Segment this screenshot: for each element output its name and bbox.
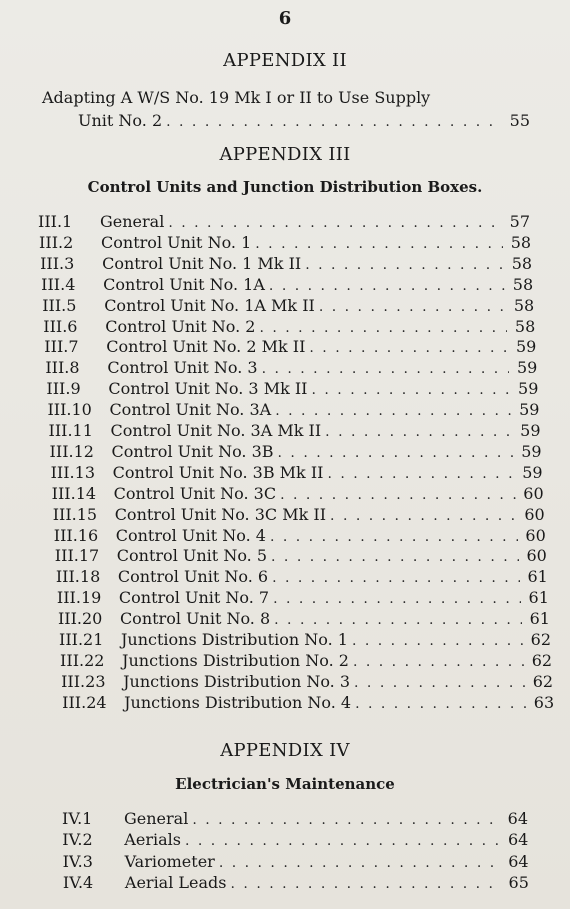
toc-entry-page: 62 <box>531 650 553 670</box>
leader-dots <box>262 361 510 377</box>
toc-entry-page: 64 <box>507 809 528 828</box>
leader-dots <box>192 812 500 828</box>
toc-entry <box>62 830 528 850</box>
toc-entry-number: III.22 <box>60 650 105 670</box>
toc-entry-number: III.12 <box>49 441 94 461</box>
toc-entry <box>43 317 535 337</box>
leader-dots <box>309 340 508 356</box>
toc-entry-page: 59 <box>516 358 538 378</box>
leader-dots <box>327 466 514 482</box>
leader-dots <box>271 549 519 565</box>
toc-entry-title: Variometer <box>124 851 215 871</box>
toc-entry-title: Control Unit No. 4 <box>115 525 266 545</box>
toc-entry-number: III.4 <box>41 274 76 294</box>
toc-entry-number: III.18 <box>55 567 101 587</box>
toc-entry-title: Control Unit No. 5 <box>116 546 268 566</box>
leader-dots <box>355 696 526 712</box>
toc-entry <box>41 275 533 295</box>
appendix-ii-page: 55 <box>509 111 530 130</box>
toc-entry-title: Control Unit No. 3A Mk II <box>110 421 322 440</box>
toc-entry <box>46 379 538 399</box>
toc-entry-page: 59 <box>522 462 543 482</box>
toc-entry <box>42 296 534 316</box>
toc-entry-page: 60 <box>525 525 546 545</box>
appendix-ii-entry-line2-row <box>78 111 530 131</box>
toc-entry-number: III.10 <box>47 400 92 420</box>
appendix-ii-heading: APPENDIX II <box>223 50 347 71</box>
toc-entry <box>40 254 532 274</box>
toc-entry-page: 59 <box>519 400 540 420</box>
leader-dots <box>269 278 505 294</box>
toc-entry-number: IV.2 <box>62 830 93 850</box>
toc-entry-number: IV.1 <box>62 809 93 828</box>
toc-entry-title: General <box>100 212 165 231</box>
toc-entry <box>39 233 531 253</box>
toc-entry-number: III.2 <box>39 232 74 252</box>
toc-entry-page: 58 <box>511 253 533 273</box>
toc-entry-title: Junctions Distribution No. 1 <box>121 630 348 649</box>
toc-entry-page: 63 <box>533 692 555 712</box>
leader-dots <box>259 320 507 336</box>
toc-entry-page: 59 <box>520 421 541 440</box>
appendix-iv-heading: APPENDIX IV <box>220 740 350 761</box>
toc-entry-title: Control Unit No. 3B Mk II <box>112 462 324 482</box>
toc-entry-page: 57 <box>509 212 530 231</box>
toc-entry-number: III.15 <box>52 504 98 524</box>
toc-entry-page: 58 <box>514 316 536 336</box>
toc-entry-page: 59 <box>515 337 537 357</box>
toc-entry-title: Aerials <box>124 830 181 850</box>
toc-entry-number: III.6 <box>43 316 78 336</box>
appendix-ii-entry <box>42 88 430 107</box>
toc-entry-title: Junctions Distribution No. 2 <box>122 650 349 670</box>
toc-entry-title: Junctions Distribution No. 3 <box>123 671 351 691</box>
toc-entry <box>56 567 548 587</box>
toc-entry <box>44 337 536 357</box>
toc-entry <box>38 212 530 232</box>
leader-dots <box>231 876 501 892</box>
toc-entry <box>62 693 554 713</box>
page-number: 6 <box>278 8 292 29</box>
leader-dots <box>185 833 500 849</box>
toc-entry-title: Control Unit No. 3C Mk II <box>114 504 327 524</box>
toc-entry-number: III.14 <box>51 483 97 503</box>
leader-dots <box>278 445 514 461</box>
toc-entry-number: III.11 <box>48 421 93 440</box>
toc-entry-title: Control Unit No. 3 <box>107 358 258 378</box>
toc-entry-number: III.9 <box>46 379 81 399</box>
leader-dots <box>273 591 521 607</box>
toc-entry-page: 60 <box>523 483 544 503</box>
leader-dots <box>274 612 522 628</box>
leader-dots <box>255 236 503 252</box>
toc-entry <box>63 873 529 893</box>
toc-entry-title: Control Unit No. 3A <box>109 400 272 420</box>
toc-entry <box>55 546 547 566</box>
toc-entry-number: III.19 <box>56 588 102 608</box>
toc-entry-title: Control Unit No. 2 <box>105 316 256 336</box>
leader-dots <box>272 570 520 586</box>
toc-entry-number: III.16 <box>53 525 99 545</box>
toc-entry-number: III.3 <box>40 253 75 273</box>
toc-entry <box>57 588 549 608</box>
toc-entry-page: 60 <box>524 504 545 524</box>
toc-entry-page: 58 <box>512 274 534 294</box>
toc-entry-page: 65 <box>508 872 529 892</box>
toc-entry-number: III.5 <box>42 295 77 315</box>
toc-entry <box>49 421 541 441</box>
toc-entry <box>50 442 542 462</box>
toc-entry-number: IV.3 <box>62 851 93 871</box>
toc-entry-title: Control Unit No. 2 Mk II <box>106 337 306 357</box>
toc-entry <box>58 609 550 629</box>
toc-entry-title: Control Unit No. 1A <box>103 274 265 294</box>
appendix-ii-entry-line2: Unit No. 2 <box>78 111 163 130</box>
toc-entry-title: Control Unit No. 8 <box>119 609 271 629</box>
toc-entry <box>61 672 553 692</box>
toc-entry <box>47 400 539 420</box>
toc-entry-page: 64 <box>508 851 529 871</box>
toc-entry-page: 61 <box>527 567 548 587</box>
toc-entry-number: III.7 <box>44 337 79 357</box>
leader-dots <box>312 382 511 398</box>
leader-dots <box>219 855 501 871</box>
appendix-ii-entry-line1: Adapting A W/S No. 19 Mk I or II to Use Supply <box>42 88 431 107</box>
leader-dots <box>325 424 512 440</box>
toc-entry-title: Control Unit No. 3C <box>113 483 277 503</box>
toc-entry-page: 59 <box>518 379 539 399</box>
toc-entry <box>45 358 537 378</box>
toc-entry-title: Control Unit No. 6 <box>117 567 269 587</box>
toc-entry-number: IV.4 <box>62 872 94 892</box>
toc-entry-page: 61 <box>529 609 550 629</box>
toc-entry-title: Control Unit No. 7 <box>118 588 270 608</box>
toc-entry-title: General <box>124 809 189 828</box>
toc-entry-number: III.20 <box>57 609 103 629</box>
toc-entry-title: Control Unit No. 1A Mk II <box>104 295 315 315</box>
leader-dots <box>305 257 504 273</box>
appendix-iii-subheading: Control Units and Junction Distribution Boxes. <box>87 178 483 196</box>
leader-dots <box>280 487 516 503</box>
toc-entry-title: Control Unit No. 3 Mk II <box>108 379 308 399</box>
leader-dots <box>353 654 524 670</box>
toc-entry <box>62 809 528 829</box>
toc-entry-page: 58 <box>510 232 532 252</box>
toc-entry <box>59 630 551 650</box>
toc-entry <box>60 651 552 671</box>
toc-entry-title: Junctions Distribution No. 4 <box>124 692 352 712</box>
toc-entry-number: III.8 <box>45 358 80 378</box>
toc-entry <box>52 484 544 504</box>
toc-entry-page: 58 <box>513 295 535 315</box>
toc-entry <box>51 463 543 483</box>
toc-entry <box>53 505 545 525</box>
toc-entry-number: III.21 <box>59 630 104 649</box>
toc-entry <box>54 526 546 546</box>
toc-entry-page: 59 <box>521 441 542 461</box>
toc-entry-page: 60 <box>526 546 547 566</box>
toc-entry-page: 64 <box>507 830 529 850</box>
toc-entry-page: 62 <box>530 630 551 649</box>
toc-entry-number: III.13 <box>50 462 95 482</box>
leader-dots <box>352 633 523 649</box>
toc-entry-number: III.24 <box>62 692 107 712</box>
toc-entry-number: III.23 <box>61 671 106 691</box>
leader-dots <box>270 529 518 545</box>
toc-entry-page: 62 <box>532 671 554 691</box>
leader-dots <box>168 215 502 231</box>
toc-entry-number: III.1 <box>38 212 73 231</box>
appendix-iii-heading: APPENDIX III <box>219 144 351 165</box>
toc-entry-title: Control Unit No. 1 Mk II <box>102 253 302 273</box>
leader-dots <box>330 508 517 524</box>
toc-entry-title: Aerial Leads <box>124 872 227 892</box>
leader-dots <box>275 403 511 419</box>
toc-entry-page: 61 <box>528 588 549 608</box>
toc-entry-title: Control Unit No. 3B <box>111 441 274 461</box>
leader-dots <box>354 675 525 691</box>
toc-entry <box>63 852 529 872</box>
toc-entry-number: III.17 <box>54 546 100 566</box>
leader-dots <box>166 114 502 130</box>
appendix-iv-subheading: Electrician's Maintenance <box>175 775 395 793</box>
leader-dots <box>319 299 506 315</box>
toc-entry-title: Control Unit No. 1 <box>101 232 252 252</box>
